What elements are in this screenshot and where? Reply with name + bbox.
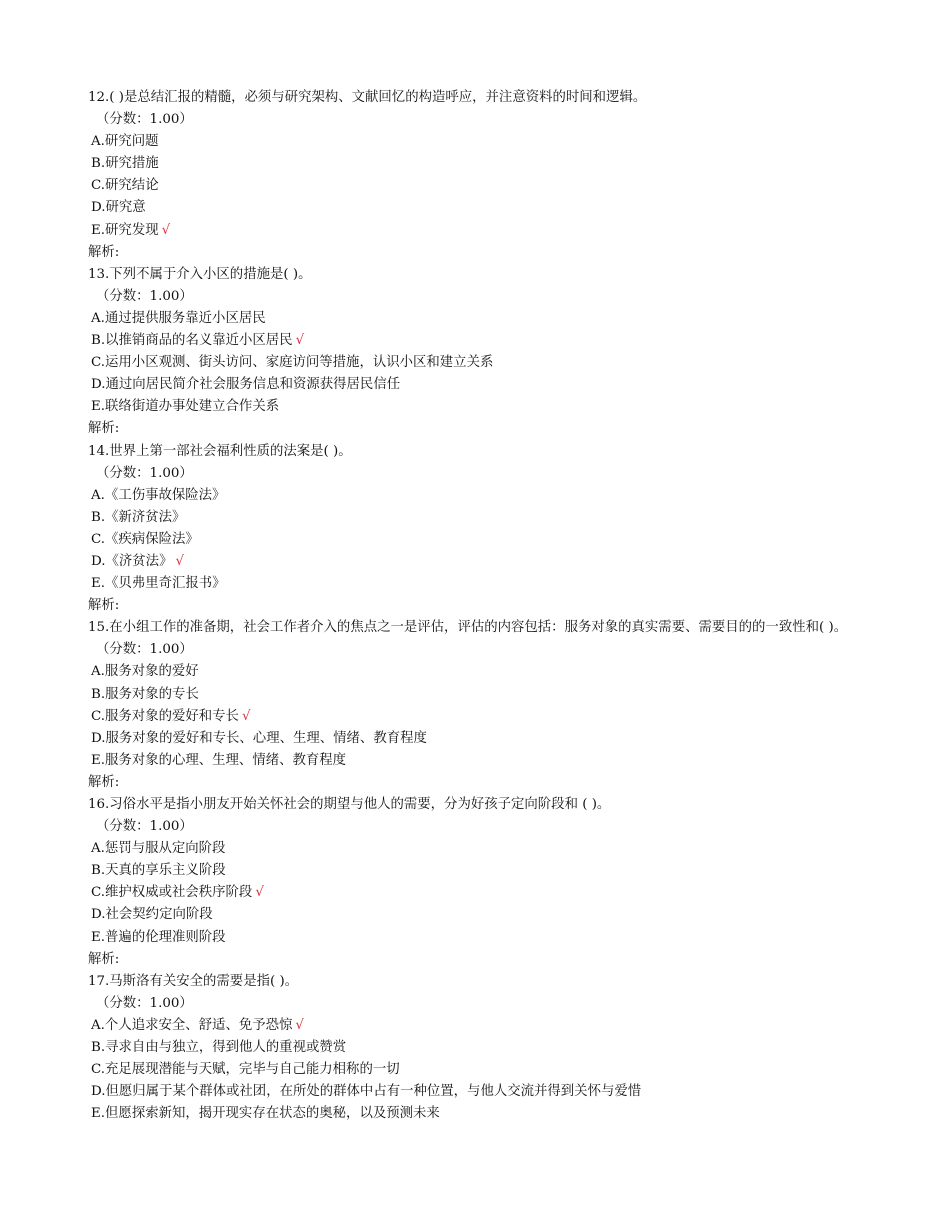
answer-option [88, 1081, 928, 1103]
answer-option-text: E.普遍的伦理准则阶段 [91, 929, 226, 945]
answer-option [88, 927, 928, 949]
answer-option-text: B.以推销商品的名义靠近小区居民 [91, 333, 293, 349]
answer-option-text: B.《新济贫法》 [91, 509, 186, 525]
answer-option-text: C.服务对象的爱好和专长 [91, 708, 239, 724]
question-score: （分数：1.00） [96, 995, 193, 1011]
answer-option-text: C.充足展现潜能与天赋，完毕与自己能力相称的一切 [91, 1062, 400, 1078]
analysis-label: 解析: [88, 774, 120, 790]
answer-option [88, 507, 928, 529]
answer-option [88, 529, 928, 551]
analysis-label: 解析: [88, 244, 120, 260]
question-block [88, 441, 928, 618]
question-score: （分数：1.00） [96, 642, 193, 658]
analysis-label: 解析: [88, 421, 120, 437]
answer-option-text: D.服务对象的爱好和专长、心理、生理、情绪、教育程度 [91, 730, 427, 746]
answer-option-text: C.运用小区观测、街头访问、家庭访问等措施，认识小区和建立关系 [91, 355, 494, 371]
answer-option [88, 1037, 928, 1059]
answer-option [88, 220, 928, 242]
question-stem: 15.在小组工作的准备期，社会工作者介入的焦点之一是评估，评估的内容包括：服务对象的真实需要、需要目的的一致性和( )。 [88, 620, 848, 636]
answer-option [88, 882, 928, 904]
answer-option [88, 728, 928, 750]
answer-option-text: A.服务对象的爱好 [91, 664, 199, 680]
answer-option-text: E.但愿探索新知，揭开现实存在状态的奥秘，以及预测未来 [91, 1106, 440, 1122]
answer-option [88, 706, 928, 728]
answer-option [88, 860, 928, 882]
question-document [88, 87, 928, 1125]
answer-option-text: D.通过向居民简介社会服务信息和资源获得居民信任 [91, 377, 401, 393]
answer-option [88, 374, 928, 396]
answer-option-text: D.《济贫法》 [91, 553, 173, 569]
correct-check-icon: √ [255, 885, 264, 901]
answer-option-text: B.服务对象的专长 [91, 686, 199, 702]
question-stem: 13.下列不属于介入小区的措施是( )。 [88, 266, 312, 282]
question-stem: 12.( )是总结汇报的精髓，必须与研究架构、文献回忆的构造呼应，并注意资料的时间和逻辑。 [88, 90, 647, 105]
analysis-label: 解析: [88, 951, 120, 967]
answer-option [88, 131, 928, 153]
answer-option [88, 197, 928, 219]
answer-option-text: A.个人追求安全、舒适、免予恐惊 [91, 1017, 293, 1033]
answer-option [88, 573, 928, 595]
answer-option-text: A.通过提供服务靠近小区居民 [91, 310, 266, 326]
answer-option [88, 838, 928, 860]
question-score: （分数：1.00） [96, 819, 193, 835]
correct-check-icon: √ [175, 553, 185, 569]
answer-option [88, 396, 928, 418]
answer-option-text: C.《疾病保险法》 [91, 531, 199, 547]
answer-option-text: E.服务对象的心理、生理、情绪、教育程度 [91, 752, 347, 768]
question-stem: 17.马斯洛有关安全的需要是指( )。 [88, 973, 299, 989]
answer-option [88, 1059, 928, 1081]
question-block [88, 264, 928, 441]
answer-option [88, 684, 928, 706]
question-score: （分数：1.00） [96, 465, 193, 481]
analysis-label: 解析: [88, 598, 120, 614]
answer-option [88, 1015, 928, 1037]
correct-check-icon: √ [295, 333, 305, 349]
answer-option-text: E.《贝弗里奇汇报书》 [91, 576, 226, 592]
answer-option-text: E.联络街道办事处建立合作关系 [91, 399, 280, 415]
answer-option-text: A.惩罚与服从定向阶段 [91, 841, 226, 857]
answer-option-text: C.研究结论 [91, 178, 159, 194]
answer-option-text: B.寻求自由与独立，得到他人的重视或赞赏 [91, 1040, 347, 1056]
answer-option-text: B.天真的享乐主义阶段 [91, 863, 226, 879]
answer-option [88, 485, 928, 507]
answer-option-text: A.《工伤事故保险法》 [91, 487, 226, 503]
correct-check-icon: √ [241, 708, 251, 724]
answer-option [88, 308, 928, 330]
answer-option-text: D.研究意 [91, 200, 146, 216]
question-stem: 14.世界上第一部社会福利性质的法案是( )。 [88, 443, 352, 459]
question-block [88, 794, 928, 971]
answer-option-text: D.社会契约定向阶段 [91, 907, 213, 923]
answer-option [88, 551, 928, 573]
answer-option [88, 904, 928, 926]
correct-check-icon: √ [161, 222, 171, 238]
answer-option [88, 1103, 928, 1125]
question-score: （分数：1.00） [96, 112, 193, 128]
answer-option-text: C.维护权威或社会秩序阶段 [91, 885, 253, 901]
question-block [88, 971, 928, 1126]
question-stem: 16.习俗水平是指小朋友开始关怀社会的期望与他人的需要，分为好孩子定向阶段和 ( )。 [88, 797, 611, 812]
answer-option [88, 661, 928, 683]
answer-option-text: B.研究措施 [91, 156, 159, 172]
question-block [88, 87, 928, 264]
correct-check-icon: √ [295, 1017, 304, 1033]
answer-option-text: D.但愿归属于某个群体或社团，在所处的群体中占有一种位置，与他人交流并得到关怀与爱惜 [91, 1084, 642, 1100]
answer-option [88, 175, 928, 197]
answer-option [88, 330, 928, 352]
answer-option-text: A.研究问题 [91, 134, 159, 150]
question-score: （分数：1.00） [96, 288, 193, 304]
answer-option-text: E.研究发现 [91, 222, 159, 238]
question-block [88, 617, 928, 794]
answer-option [88, 750, 928, 772]
answer-option [88, 153, 928, 175]
answer-option [88, 352, 928, 374]
